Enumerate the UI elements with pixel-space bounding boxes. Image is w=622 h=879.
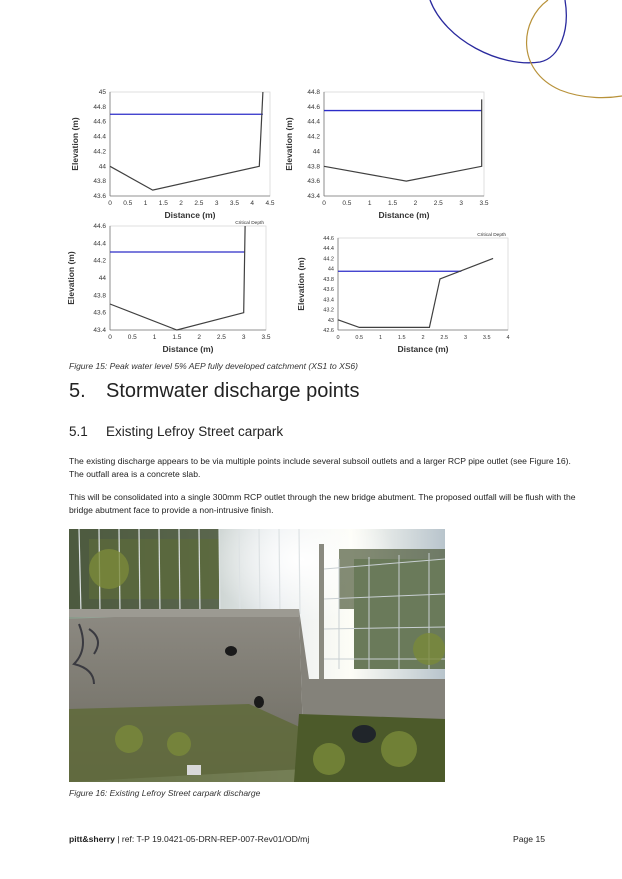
x-tick-label: 4 <box>250 200 255 207</box>
x-tick-label: 2.5 <box>194 200 204 207</box>
y-axis-title: Elevation (m) <box>66 251 76 305</box>
y-tick-label: 44.2 <box>323 256 334 263</box>
x-tick-label: 1 <box>143 200 148 207</box>
y-tick-label: 42.6 <box>323 328 334 334</box>
ground-profile-line <box>324 99 482 181</box>
x-tick-label: 0 <box>108 334 112 341</box>
x-tick-label: 0.5 <box>355 335 364 341</box>
chart-xs4 <box>296 230 518 358</box>
paragraph-2: This will be consolidated into a single 300mm RCP outlet through the new bridge abutment. The proposed outfall will be flush with the bridge abutment face to provide a non-intrusive finish. <box>69 492 576 515</box>
y-tick-label: 43.8 <box>93 178 106 186</box>
y-tick-label: 44 <box>312 148 320 156</box>
footer-page: Page 15 <box>513 834 546 844</box>
y-tick-label: 43.6 <box>307 178 320 186</box>
y-tick-label: 44.4 <box>323 246 334 253</box>
plot-area <box>110 226 266 330</box>
y-tick-label: 44.6 <box>323 236 334 242</box>
y-tick-label: 44.4 <box>93 133 106 141</box>
section-number: 5. <box>69 380 86 402</box>
x-tick-label: 1 <box>378 335 383 341</box>
x-tick-label: 3 <box>459 200 463 207</box>
y-tick-label: 44 <box>327 266 334 273</box>
x-tick-label: 1.5 <box>397 335 406 341</box>
x-tick-label: 2.5 <box>433 200 443 207</box>
x-tick-label: 1.5 <box>388 200 398 207</box>
x-tick-label: 0.5 <box>127 334 137 341</box>
y-axis-title: Elevation (m) <box>284 117 294 171</box>
critical-depth-label: Critical Depth <box>477 233 506 238</box>
subsection-heading <box>69 424 283 439</box>
figure-15-caption: Figure 15: Peak water level 5% AEP fully developed catchment (XS1 to XS6) <box>69 361 358 371</box>
x-tick-label: 3.5 <box>482 335 491 341</box>
plot-area <box>110 92 270 196</box>
footer-company: pitt&sherry <box>69 834 115 844</box>
y-tick-label: 43.8 <box>323 276 334 283</box>
x-tick-label: 3 <box>463 335 468 341</box>
paragraph-1: The existing discharge appears to be via multiple points include several subsoil outlets and a larger RCP pipe outlet (see Figure 16). The outfall area is a concrete slab. <box>69 456 571 479</box>
outfall-photo <box>69 529 445 782</box>
section-title: Stormwater discharge points <box>106 380 360 402</box>
y-tick-label: 44 <box>98 163 106 171</box>
x-tick-label: 4.5 <box>265 200 275 207</box>
y-tick-label: 44.8 <box>93 103 106 111</box>
chart-xs1 <box>70 86 290 226</box>
y-tick-label: 44.8 <box>307 89 320 96</box>
figure-16-caption: Figure 16: Existing Lefroy Street carpark discharge <box>69 788 261 798</box>
x-tick-label: 0 <box>108 200 112 207</box>
y-tick-label: 44.6 <box>93 223 106 230</box>
y-tick-label: 43.8 <box>93 292 106 300</box>
chart-xs2 <box>284 86 494 226</box>
x-tick-label: 0 <box>322 200 326 207</box>
y-tick-label: 44.2 <box>93 148 106 156</box>
y-axis-title: Elevation (m) <box>296 257 306 311</box>
decorative-arc-blue <box>430 0 566 63</box>
y-tick-label: 43.6 <box>93 309 106 317</box>
x-tick-label: 2 <box>179 200 183 207</box>
subsection-title: Existing Lefroy Street carpark <box>106 424 284 439</box>
y-tick-label: 44.4 <box>307 118 320 126</box>
y-tick-label: 43.6 <box>93 193 106 200</box>
x-tick-label: 1 <box>152 334 157 341</box>
ground-profile-line <box>110 92 263 190</box>
plot-area <box>338 238 508 330</box>
x-tick-label: 2.5 <box>216 334 226 341</box>
x-tick-label: 2 <box>413 200 418 207</box>
y-tick-label: 43.6 <box>323 287 334 294</box>
y-tick-label: 44.4 <box>93 240 106 248</box>
decorative-arc-gold <box>527 0 622 98</box>
y-tick-label: 44.6 <box>307 103 320 111</box>
x-tick-label: 3.5 <box>479 200 489 207</box>
y-tick-label: 44.2 <box>307 133 320 141</box>
x-tick-label: 3.5 <box>261 334 271 341</box>
x-axis-title: Distance (m) <box>378 210 430 220</box>
y-tick-label: 45 <box>98 89 106 96</box>
x-tick-label: 1 <box>367 200 372 207</box>
x-axis-title: Distance (m) <box>164 210 216 220</box>
x-tick-label: 2 <box>421 335 425 341</box>
chart-xs3 <box>66 218 296 358</box>
x-tick-label: 0.5 <box>342 200 352 207</box>
footer-left <box>69 834 309 844</box>
subsection-number: 5.1 <box>69 424 88 439</box>
x-axis-title: Distance (m) <box>162 344 214 354</box>
x-tick-label: 1.5 <box>172 334 182 341</box>
x-tick-label: 3 <box>241 334 246 341</box>
x-tick-label: 1.5 <box>158 200 168 207</box>
y-tick-label: 43 <box>327 317 334 324</box>
x-tick-label: 0 <box>336 335 340 341</box>
x-tick-label: 2 <box>197 334 201 341</box>
y-tick-label: 44.6 <box>93 118 106 126</box>
y-tick-label: 43.2 <box>323 307 334 314</box>
y-tick-label: 43.8 <box>307 163 320 171</box>
ground-profile-line <box>110 226 245 330</box>
x-axis-title: Distance (m) <box>397 344 449 354</box>
x-tick-label: 0.5 <box>123 200 133 207</box>
y-tick-label: 43.4 <box>323 297 334 304</box>
x-tick-label: 2.5 <box>440 335 449 341</box>
x-tick-label: 4 <box>506 335 510 341</box>
x-tick-label: 3 <box>214 200 219 207</box>
x-tick-label: 3.5 <box>229 200 239 207</box>
y-tick-label: 44 <box>98 275 106 282</box>
section-heading <box>69 380 359 403</box>
y-axis-title: Elevation (m) <box>70 117 80 171</box>
footer-ref: | ref: T-P 19.0421-05-DRN-REP-007-Rev01/OD/mj <box>114 834 310 844</box>
y-tick-label: 43.4 <box>307 193 320 200</box>
y-tick-label: 44.2 <box>93 257 106 265</box>
y-tick-label: 43.4 <box>93 327 106 334</box>
ground-profile-line <box>338 258 493 327</box>
critical-depth-label: Critical Depth <box>235 221 264 226</box>
